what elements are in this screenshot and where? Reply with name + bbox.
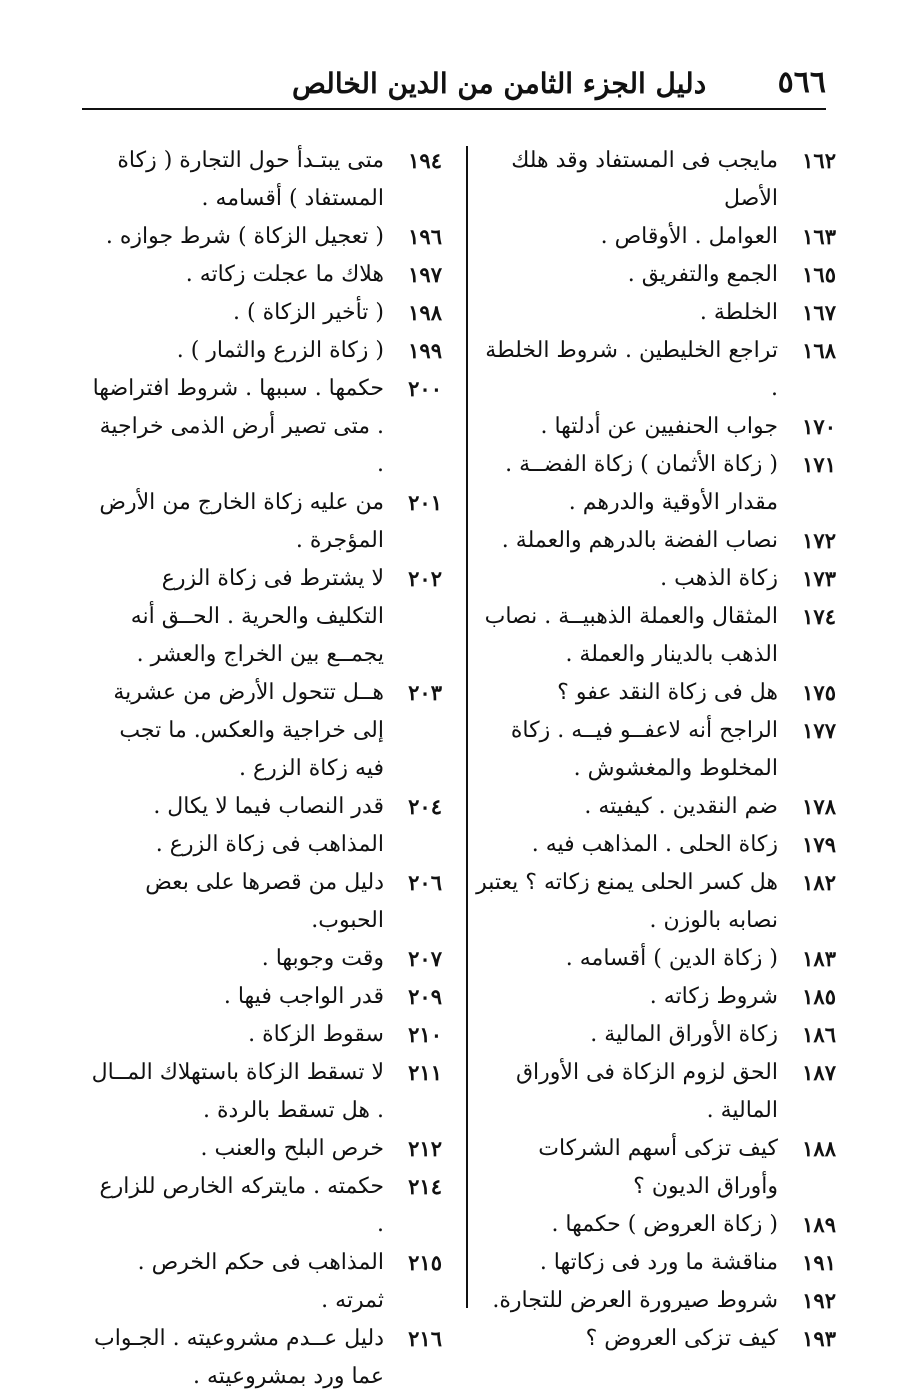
entry-page-number: ١٩٧ [408,262,442,287]
index-entry [90,484,442,560]
index-entry [90,788,442,864]
index-entry [90,256,442,294]
index-entry [476,522,836,560]
entry-page-number: ٢١٢ [408,1136,442,1161]
entry-page-number: ١٧٨ [802,794,836,819]
column-divider [466,146,468,1308]
index-entry [90,560,442,674]
entry-text: هلاك ما عجلت زكاته . [185,262,384,287]
index-entry [476,142,836,218]
entry-text: الراجح أنه لاعفــو فيــه . زكاة المخلوط والمغشوش . [510,718,778,781]
entry-text: كيف تزكى أسهم الشركات وأوراق الديون ؟ [538,1136,778,1199]
entry-text: الحق لزوم الزكاة فى الأوراق المالية . [515,1060,778,1123]
index-entry [90,1168,442,1244]
entry-page-number: ١٧٣ [802,566,836,591]
entry-page-number: ٢٠٣ [408,680,442,705]
entry-text: خرص البلح والعنب . [200,1136,384,1161]
index-entry [476,1282,836,1320]
header-title: دليل الجزء الثامن من الدين الخالص [292,67,707,100]
entry-page-number: ٢١٦ [408,1326,442,1351]
index-entry [476,1206,836,1244]
index-entry [90,142,442,218]
entry-page-number: ١٩٢ [802,1288,836,1313]
index-entry [90,218,442,256]
entry-text: دليل من قصرها على بعض الحبوب. [145,870,384,933]
entry-text: العوامل . الأوقاص . [600,224,778,249]
entry-page-number: ١٧٥ [802,680,836,705]
entry-page-number: ١٨٧ [802,1060,836,1085]
entry-page-number: ٢٠١ [408,490,442,515]
entry-page-number: ١٨٣ [802,946,836,971]
index-entry [90,1320,442,1396]
index-entry [476,332,836,408]
entry-page-number: ٢٠٠ [408,376,442,401]
entry-page-number: ٢٠٢ [408,566,442,591]
entry-text: ضم النقدين . كيفيته . [584,794,778,819]
index-entry [90,370,442,484]
entry-text: جواب الحنفيين عن أدلتها . [540,414,778,439]
index-entry [90,1016,442,1054]
entry-page-number: ١٧٢ [802,528,836,553]
right-column [476,142,836,1358]
entry-page-number: ١٦٨ [802,338,836,363]
index-entry [476,788,836,826]
entry-text: مناقشة ما ورد فى زكاتها . [539,1250,778,1275]
entry-page-number: ١٧٩ [802,832,836,857]
entry-page-number: ٢١٤ [408,1174,442,1199]
entry-page-number: ١٨٦ [802,1022,836,1047]
entry-page-number: ١٦٥ [802,262,836,287]
entry-text: هل كسر الحلى يمنع زكاته ؟ يعتبر نصابه بالوزن . [476,870,778,933]
entry-text: دليل عــدم مشروعيته . الجـواب عما ورد بمشروعيته . [94,1326,384,1389]
index-entry [476,256,836,294]
entry-text: ( زكاة الزرع والثمار ) . [176,338,384,363]
entry-text: تراجع الخليطين . شروط الخلطة . [485,338,778,401]
left-column [90,142,442,1396]
entry-text: ( زكاة العروض ) حكمها . [551,1212,778,1237]
index-entry [476,674,836,712]
entry-text: الجمع والتفريق . [627,262,778,287]
index-entry [476,712,836,788]
entry-page-number: ١٨٢ [802,870,836,895]
index-entry [476,294,836,332]
entry-page-number: ٢١١ [408,1060,442,1085]
entry-text: نصاب الفضة بالدرهم والعملة . [501,528,778,553]
entry-text: لا يشترط فى زكاة الزرع التكليف والحرية . الحــق أنه يجمــع بين الخراج والعشر . [130,566,384,667]
entry-page-number: ٢٠٩ [408,984,442,1009]
entry-text: سقوط الزكاة . [248,1022,384,1047]
entry-page-number: ١٩٤ [408,148,442,173]
index-entry [476,1244,836,1282]
entry-text: حكمها . سببها . شروط افتراضها . متى تصير أرض الذمى خراجية . [92,376,384,477]
entry-text: مايجب فى المستفاد وقد هلك الأصل [511,148,778,211]
entry-page-number: ١٩٦ [408,224,442,249]
entry-text: زكاة الأوراق المالية . [590,1022,778,1047]
entry-text: ( تأخير الزكاة ) . [233,300,384,325]
index-entry [90,294,442,332]
entry-text: قدر الواجب فيها . [223,984,384,1009]
entry-text: كيف تزكى العروض ؟ [585,1326,778,1351]
index-entry [476,1320,836,1358]
entry-text: متى يبتـدأ حول التجارة ( زكاة المستفاد ) أقسامه . [117,148,384,211]
entry-text: هــل تتحول الأرض من عشرية إلى خراجية والعكس. ما تجب فيه زكاة الزرع . [113,680,384,781]
entry-page-number: ١٨٥ [802,984,836,1009]
entry-text: شروط زكاته . [649,984,778,1009]
entry-page-number: ١٧٠ [802,414,836,439]
index-entry [476,1054,836,1130]
entry-text: لا تسقط الزكاة باستهلاك المــال . هل تسقط بالردة . [91,1060,384,1123]
entry-page-number: ٢٠٧ [408,946,442,971]
entry-text: ( زكاة الدين ) أقسامه . [565,946,778,971]
entry-page-number: ١٩٨ [408,300,442,325]
index-entry [476,560,836,598]
index-entry [476,978,836,1016]
entry-page-number: ١٩١ [802,1250,836,1275]
entry-page-number: ١٨٨ [802,1136,836,1161]
entry-page-number: ٢٠٦ [408,870,442,895]
entry-page-number: ١٦٢ [802,148,836,173]
entry-page-number: ١٩٣ [802,1326,836,1351]
index-entry [476,598,836,674]
index-entry [476,826,836,864]
entry-text: المثقال والعملة الذهبيــة . نصاب الذهب بالدينار والعملة . [484,604,778,667]
entry-text: المذاهب فى حكم الخرص . ثمرته . [137,1250,384,1313]
entry-page-number: ١٧١ [802,452,836,477]
entry-text: شروط صيرورة العرض للتجارة. [492,1288,778,1313]
entry-page-number: ٢٠٤ [408,794,442,819]
index-entry [476,1130,836,1206]
entry-text: من عليه زكاة الخارج من الأرض المؤجرة . [99,490,384,553]
entry-text: قدر النصاب فيما لا يكال . المذاهب فى زكاة الزرع . [153,794,384,857]
index-entry [476,408,836,446]
entry-page-number: ٢١٥ [408,1250,442,1275]
entry-text: وقت وجوبها . [261,946,384,971]
index-entry [476,218,836,256]
running-header [82,62,826,110]
entry-text: زكاة الذهب . [660,566,778,591]
entry-text: هل فى زكاة النقد عفو ؟ [557,680,778,705]
index-entry [90,864,442,940]
entry-text: ( زكاة الأثمان ) زكاة الفضــة . مقدار الأوقية والدرهم . [505,452,778,515]
entry-page-number: ١٧٤ [802,604,836,629]
entry-text: الخلطة . [699,300,778,325]
entry-page-number: ١٦٣ [802,224,836,249]
entry-text: ( تعجيل الزكاة ) شرط جوازه . [105,224,384,249]
index-entry [476,446,836,522]
index-entry [90,978,442,1016]
index-entry [476,864,836,940]
entry-page-number: ٢١٠ [408,1022,442,1047]
entry-page-number: ١٧٧ [802,718,836,743]
entry-page-number: ١٩٩ [408,338,442,363]
entry-page-number: ١٦٧ [802,300,836,325]
index-entry [90,332,442,370]
index-entry [476,940,836,978]
index-entry [90,940,442,978]
index-entry [476,1016,836,1054]
page-number: ٥٦٦ [777,65,826,100]
entry-page-number: ١٨٩ [802,1212,836,1237]
index-entry [90,1244,442,1320]
index-entry [90,674,442,788]
entry-text: حكمته . مايتركه الخارص للزارع . [99,1174,384,1237]
entry-text: زكاة الحلى . المذاهب فيه . [531,832,778,857]
index-entry [90,1130,442,1168]
index-entry [90,1054,442,1130]
